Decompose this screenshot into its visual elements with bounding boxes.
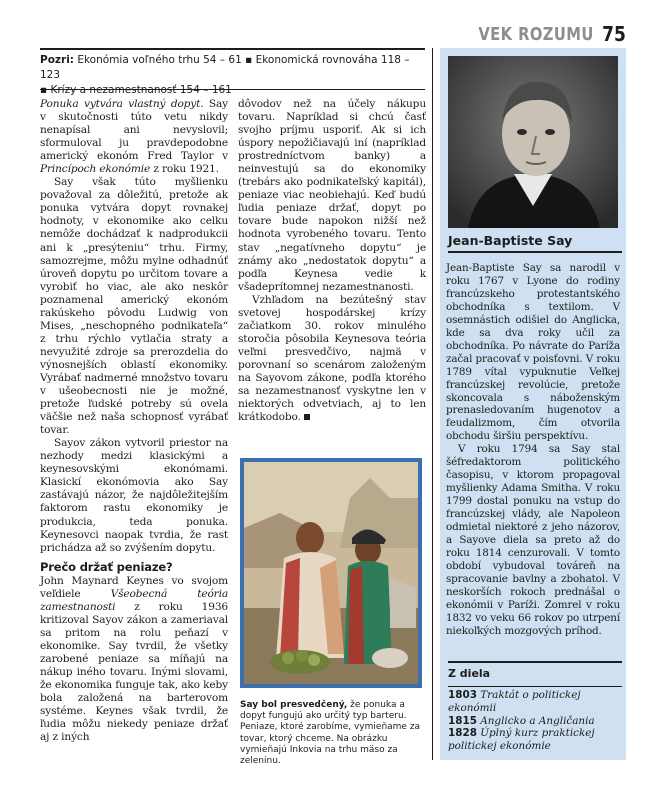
body-column-2 [238,98,426,424]
body-column-1 [40,98,228,744]
work-title: Anglicko a Angličania [480,714,595,727]
market-painting [240,458,422,688]
column-divider [432,48,433,760]
bullet-icon: ▪ [245,54,253,66]
section-title: VEK ROZUMU [478,24,594,45]
see-also-box [40,48,425,98]
work-item [448,727,622,753]
work-year: 1803 [448,689,477,701]
paragraph: V roku 1794 sa Say stal šéfredaktorom politického časopisu, v ktorom propagoval myšlienky Adama Smitha. V roku 1799 dostal ponuku na vstup do francúzskej vlády, ale Napoleon odmietal niektoré z jeho názorov, a Sayove diela sa preto až do roku 1814 cenzurovali. V tomto období vybudoval továreň na spracovanie bavlny a zbohatol. V neskorších rokoch prednášal o ekonómii v Paríži. Zomrel v roku 1832 vo veku 66 rokov po utrpení niekoľkých mozgových príhod. [446,443,620,637]
person-name: Jean-Baptiste Say [448,233,622,253]
caption-text: že ponuka a dopyt fungujú ako určitý typ barteru. Peniaze, ktoré zarobíme, vymieňame za tovar, ktorý chceme. Na obrázku vymieňajú Inkovia na trhu mäso za zeleninu. [240,700,421,767]
book-title: Všeobecná teória zamestnanosti [40,587,228,613]
caption-lead: Say bol presvedčený, [240,700,348,710]
works-heading: Z diela [448,661,622,680]
paragraph: Say však túto myšlienku považoval za dôležitú, pretože ak ponuka vytvára dopyt rovnakej hodnoty, v ekonomike ako celku nemôže dochádzať k nadprodukcii ani k „presýteniu“ trhu. Firmy, samozrejme, môžu mylne odhadnúť úroveň dopytu po určitom tovare a vyrobiť ho viac, ale ako neskôr poznamenal americký ekonóm rakúskeho pôvodu Ludwig von Mises, „neschopného podnikateľa“ z trhu rýchlo vytlačia straty a nevyužité zdroje sa prerozdelia do výnosnejších oblastí ekonomiky. Vyrábať nadmerné množstvo tovaru v ušeobecnosti nie je možné, pretože ľudské potreby sú ovela väčšie než naša schopnosť vyrábať tovar. [40,176,228,437]
text: Vzhľadom na bezútešný stav svetovej hospodárskej krízy začiatkom 30. rokov minulého storočia pôsobila Keynesova teória veľmi presvedčivo, najmä v porovnaní so scenárom založeným na Sayovom zákone, podľa ktorého sa nezamestnanosť vyskytne len v niektorých odvetviach, aj to len krátkodobo. [238,293,426,424]
divider [40,89,425,90]
image-caption [240,700,426,767]
biography-text [446,262,620,638]
text: z roku 1936 kritizoval Sayov zákon a zameriaval sa pritom na rolu peňazí v ekonomike. Say tvrdil, že všetky zarobené peniaze sa míňajú na nákup iného tovaru. Inými slovami, že ekonomika funguje tak, ako keby bola založená na barterovom systéme. Keynes však tvrdil, že ľudia môžu niekedy peniaze držať aj z iných [40,600,228,744]
work-item [448,689,622,715]
paragraph [40,98,228,176]
work-title: Úplný kurz praktickej politickej ekonómie [448,727,595,753]
work-year: 1815 [448,714,477,727]
work-item [448,715,622,728]
paragraph: Jean-Baptiste Say sa narodil v roku 1767 v Lyone do rodiny francúzskeho protestantského obchodníka s textilom. V osemnástich odišiel do Anglicka, kde sa dva roky učil za obchodníka. Po návrate do Paríža začal pracovať v poisťovni. V roku 1789 vítal vypuknutie Veľkej francúzskej revolúcie, pretože skoncovala s náboženským prenasledovaním hugenotov a feudalizmom, čím otvorila obchodu širšiu perspektívu. [446,262,620,443]
page-number: 75 [602,22,626,46]
book-title: Princípoch ekonómie [40,163,151,176]
bullet-icon: ▪ [40,84,48,96]
italic-lead: Ponuka vytvára vlastný dopyt. [40,98,204,110]
section-heading: Prečo držať peniaze? [40,559,173,574]
paragraph [238,294,426,424]
text: z roku 1921. [150,163,219,176]
work-title: Traktát o politickej ekonómii [448,689,581,714]
work-year: 1828 [448,727,477,740]
works-list [448,686,622,753]
see-also-item: Krízy a nezamestnanosť 154 – 161 [50,84,232,96]
text: John Maynard Keynes vo svojom veľdiele [40,574,228,600]
see-also-label: Pozri: [40,54,74,66]
see-also-item: Ekonómia voľného trhu 54 – 61 [77,54,242,66]
text: Say v skutočnosti túto vetu nikdy nenapísal ani nevyslovil; sformuloval ju pravdepodobne americký ekonóm Fred Taylor v [40,98,228,163]
paragraph: Sayov zákon vytvoril priestor na nezhody medzi klasickými a keynesovskými ekonómami. Klasickí ekonómovia ako Say zastávajú názor, že najdôležitejším faktorom rastu ekonomiky je produkcia, teda ponuka. Keynesovci naopak tvrdia, že rast prichádza až so zvýšením dopytu. [40,437,228,554]
end-mark-icon [304,414,310,420]
see-also-item: Ekonomická rovnováha 118 – 123 [40,54,410,81]
portrait-image [448,56,618,228]
paragraph [40,575,228,745]
paragraph: dôvodov než na účely nákupu tovaru. Napríklad si chcú časť svojho príjmu usporiť. Ak si ich úspory nepožičiavajú iní (napríklad prostredníctvom banky) a neinvestujú sa do ekonomiky (trebárs ako podnikateľský kapitál), peniaze viac neobiehajú. Keď budú ľudia peniaze držať, dopyt po tovare bude napokon nižší než hodnota vyrobeného tovaru. Tento stav „negatívneho dopytu“ je známy ako „nedostatok dopytu“ a podľa Keynesa vedie k všadeprítomnej nezamestnanosti. [238,98,426,293]
